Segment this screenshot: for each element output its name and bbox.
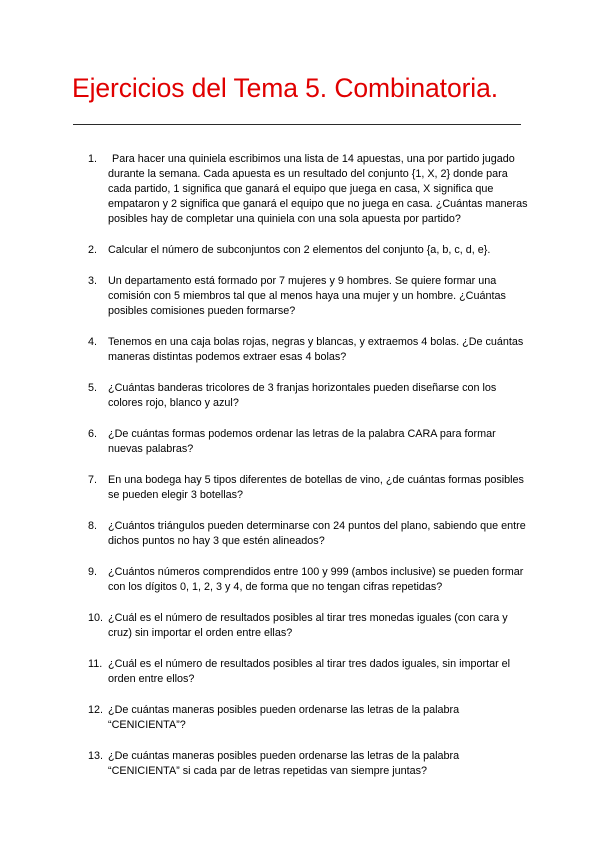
exercise-text: Para hacer una quiniela escribimos una lista de 14 apuestas, una por partido jugado durante la semana. Cada apuesta es un resultado del conjunto {1, X, 2} donde para cada partido, 1 significa que ganará el equipo que juega en casa, X significa que empataron y 2 significa que ganará el equipo que no juega en casa. ¿Cuántas maneras posibles hay de completar una quiniela con una sola apuesta por partido? — [108, 153, 528, 225]
exercise-text: ¿Cuál es el número de resultados posibles al tirar tres monedas iguales (con cara y cruz) sin importar el orden entre ellas? — [108, 612, 508, 639]
exercise-text: En una bodega hay 5 tipos diferentes de botellas de vino, ¿de cuántas formas posibles se pueden elegir 3 botellas? — [108, 474, 524, 501]
exercise-item — [0, 473, 600, 503]
exercise-item — [0, 274, 600, 319]
exercise-item — [0, 657, 600, 687]
exercise-text: Calcular el número de subconjuntos con 2 elementos del conjunto {a, b, c, d, e}. — [108, 244, 491, 256]
exercise-number: 7. — [88, 474, 98, 486]
exercise-number: 5. — [88, 382, 98, 394]
exercise-number: 9. — [88, 566, 98, 578]
exercise-item — [0, 152, 600, 227]
exercise-text: ¿De cuántas formas podemos ordenar las letras de la palabra CARA para formar nuevas palabras? — [108, 428, 496, 455]
exercise-number: 6. — [88, 428, 98, 440]
exercise-text: ¿Cuántos triángulos pueden determinarse con 24 puntos del plano, sabiendo que entre dichos puntos no hay 3 que estén alineados? — [108, 520, 526, 547]
exercise-text: Un departamento está formado por 7 mujeres y 9 hombres. Se quiere formar una comisión con 5 miembros tal que al menos haya una mujer y un hombre. ¿Cuántas posibles comisiones pueden formarse? — [108, 275, 506, 317]
exercise-text: ¿De cuántas maneras posibles pueden ordenarse las letras de la palabra “CENICIENTA” si cada par de letras repetidas van siempre juntas? — [108, 750, 460, 777]
exercise-text: ¿Cuál es el número de resultados posibles al tirar tres dados iguales, sin importar el orden entre ellos? — [108, 658, 511, 685]
title-divider — [73, 124, 521, 125]
exercise-item — [0, 335, 600, 365]
exercise-number: 8. — [88, 520, 98, 532]
exercise-item — [0, 243, 600, 258]
exercise-text: ¿De cuántas maneras posibles pueden ordenarse las letras de la palabra “CENICIENTA”? — [108, 704, 460, 731]
exercise-item — [0, 703, 600, 733]
exercise-item — [0, 381, 600, 411]
exercise-text: ¿Cuántos números comprendidos entre 100 y 999 (ambos inclusive) se pueden formar con los dígitos 0, 1, 2, 3 y 4, de forma que no tengan cifras repetidas? — [108, 566, 524, 593]
exercise-number: 2. — [88, 244, 98, 256]
exercise-text: ¿Cuántas banderas tricolores de 3 franjas horizontales pueden diseñarse con los colores rojo, blanco y azul? — [108, 382, 497, 409]
exercise-number: 1. — [88, 153, 98, 165]
exercise-number: 10. — [88, 612, 104, 624]
exercise-number: 11. — [88, 658, 103, 670]
exercise-text: Tenemos en una caja bolas rojas, negras y blancas, y extraemos 4 bolas. ¿De cuántas maneras distintas podemos extraer esas 4 bolas? — [108, 336, 524, 363]
exercise-item — [0, 519, 600, 549]
exercise-item — [0, 749, 600, 779]
exercise-item — [0, 565, 600, 595]
page-title: Ejercicios del Tema 5. Combinatoria. — [72, 73, 498, 103]
exercise-list — [0, 152, 600, 795]
exercise-number: 13. — [88, 750, 104, 762]
exercise-number: 12. — [88, 704, 104, 716]
exercise-number: 3. — [88, 275, 98, 287]
exercise-item — [0, 611, 600, 641]
exercise-item — [0, 427, 600, 457]
exercise-number: 4. — [88, 336, 98, 348]
